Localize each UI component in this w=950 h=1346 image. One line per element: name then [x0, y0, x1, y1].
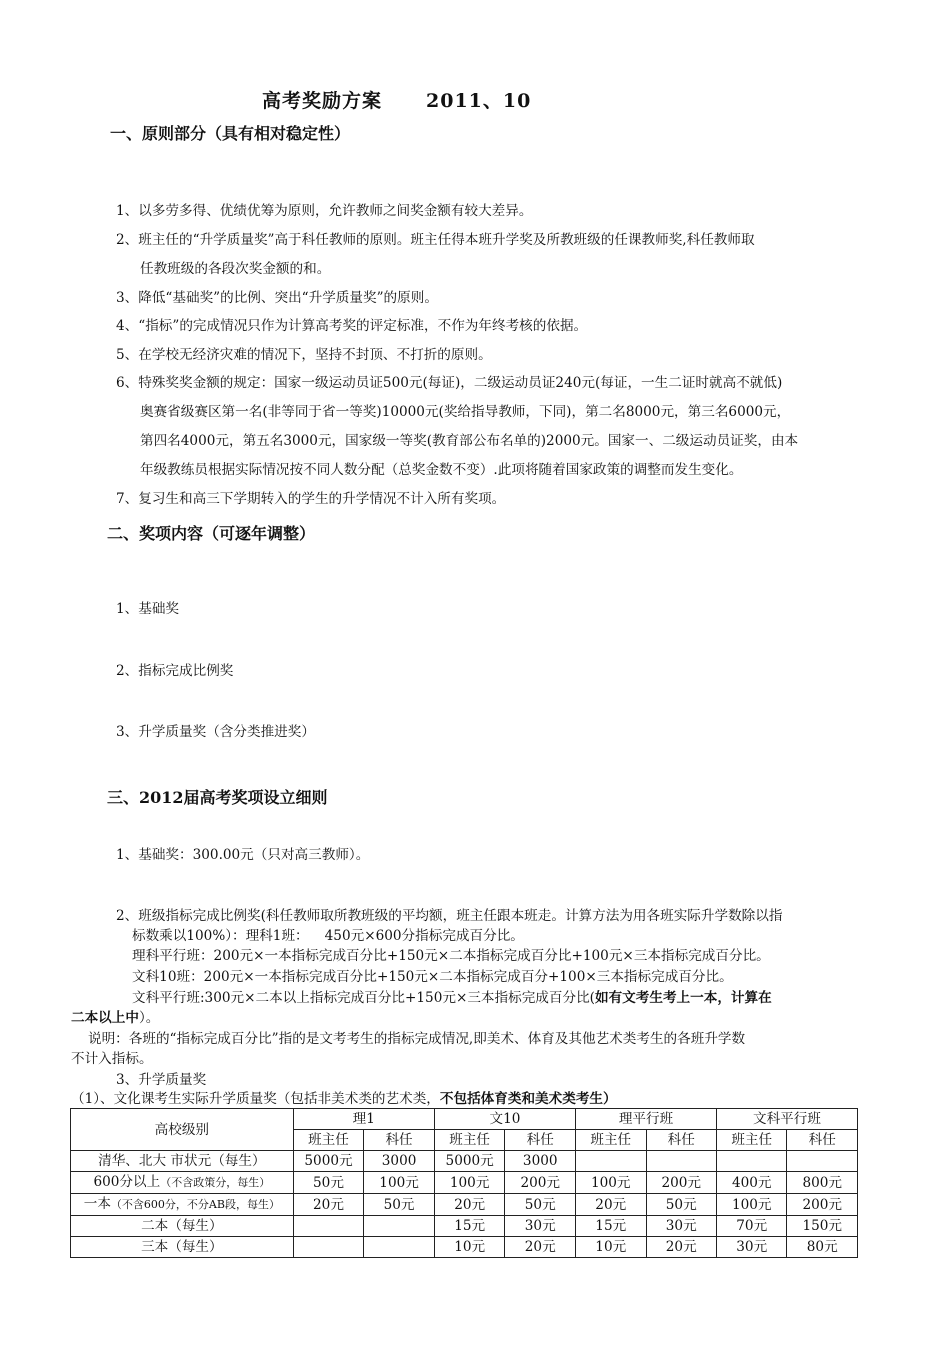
- table-cell: 100元: [434, 1172, 505, 1194]
- header-role: 科任: [505, 1130, 576, 1151]
- table-row: [71, 1151, 858, 1172]
- award-table: [70, 1108, 858, 1258]
- ratio-line-6-bold: 二本以上中: [71, 1010, 139, 1026]
- table-cell: 20元: [293, 1194, 364, 1216]
- quality-subheading: [71, 1089, 617, 1109]
- row-label: [71, 1151, 294, 1172]
- row-label-note: （不含600分，不分AB段，每生）: [110, 1198, 280, 1211]
- table-cell: 80元: [787, 1237, 858, 1258]
- principle-item-3: 3、降低“基础奖”的比例、突出“升学质量奖”的原则。: [116, 290, 438, 306]
- row-label: [71, 1237, 294, 1258]
- ratio-award-line-6: [71, 1008, 159, 1028]
- table-cell: 100元: [716, 1194, 786, 1216]
- ratio-line-2-amount: 450: [324, 928, 351, 944]
- table-cell: 70元: [716, 1216, 786, 1237]
- principle-item-7: 7、复习生和高三下学期转入的学生的升学情况不计入所有奖项。: [116, 491, 506, 507]
- row-label-note: （不含政策分，每生）: [160, 1176, 271, 1189]
- header-role: 科任: [787, 1130, 858, 1151]
- principle-item-6-cont-2: 第四名4000元，第五名3000元，国家级一等奖(教育部公布名单的)2000元。国家一、二级运动员证奖，由本: [140, 433, 799, 449]
- ratio-award-line-5: [132, 988, 772, 1008]
- principle-item-2-cont: 任教班级的各段次奖金额的和。: [140, 261, 331, 277]
- header-role: 班主任: [293, 1130, 364, 1151]
- header-level: 高校级别: [71, 1109, 294, 1151]
- principle-item-6: 6、特殊奖奖金额的规定：国家一级运动员证500元(每证)，二级运动员证240元(每证，一生二证时就高不就低): [116, 375, 783, 391]
- table-cell: 10元: [576, 1237, 646, 1258]
- header-role: 班主任: [716, 1130, 786, 1151]
- table-cell: 20元: [505, 1237, 576, 1258]
- ratio-award-line-1: 2、班级指标完成比例奖(科任教师取所教班级的平均额，班主任跟本班走。计算方法为用各班实际升学数除以指: [116, 908, 783, 924]
- table-row: [71, 1194, 858, 1216]
- table-cell: 5000元: [293, 1151, 364, 1172]
- table-row: [71, 1237, 858, 1258]
- table-cell: 3000: [505, 1151, 576, 1172]
- row-label: [71, 1172, 294, 1194]
- table-cell: [787, 1151, 858, 1172]
- header-role: 班主任: [434, 1130, 505, 1151]
- table-cell: 20元: [646, 1237, 716, 1258]
- table-cell: [293, 1216, 364, 1237]
- quality-award-heading: 3、升学质量奖: [116, 1072, 207, 1088]
- award-item-3: 3、升学质量奖（含分类推进奖）: [116, 724, 315, 740]
- table-cell: [364, 1216, 435, 1237]
- table-cell: 30元: [646, 1216, 716, 1237]
- table-row: [71, 1172, 858, 1194]
- table-row: [71, 1216, 858, 1237]
- table-cell: [364, 1237, 435, 1258]
- table-cell: 30元: [716, 1237, 786, 1258]
- table-cell: 50元: [505, 1194, 576, 1216]
- table-cell: 20元: [434, 1194, 505, 1216]
- table-cell: 200元: [505, 1172, 576, 1194]
- table-cell: 200元: [646, 1172, 716, 1194]
- table-cell: [716, 1151, 786, 1172]
- ratio-award-line-3: 理科平行班：200元×一本指标完成百分比+150元×二本指标完成百分比+100元×三本指标完成百分比。: [132, 948, 770, 964]
- table-cell: 50元: [364, 1194, 435, 1216]
- header-role: 班主任: [576, 1130, 646, 1151]
- header-group: 理1: [293, 1109, 434, 1130]
- header-role: 科任: [646, 1130, 716, 1151]
- title-text: 高考奖励方案: [262, 90, 383, 112]
- row-label-text: 清华、北大 市状元（每生）: [98, 1153, 266, 1169]
- table-cell: 15元: [576, 1216, 646, 1237]
- row-label: [71, 1194, 294, 1216]
- principle-item-6-cont-1: 奥赛省级赛区第一名(非等同于省一等奖)10000元(奖给指导教师，下同)，第二名8000元，第三名6000元，: [140, 404, 791, 420]
- table-cell: 100元: [364, 1172, 435, 1194]
- table-cell: 100元: [576, 1172, 646, 1194]
- award-item-2: 2、指标完成比例奖: [116, 663, 234, 679]
- table-cell: 20元: [576, 1194, 646, 1216]
- table-cell: [293, 1237, 364, 1258]
- table-header-groups: [71, 1109, 858, 1130]
- basic-award-text: 1、基础奖：300.00元（只对高三教师）。: [116, 847, 370, 863]
- table-cell: 200元: [787, 1194, 858, 1216]
- award-item-1: 1、基础奖: [116, 601, 180, 617]
- table-cell: 3000: [364, 1151, 435, 1172]
- table-cell: [576, 1151, 646, 1172]
- quality-subheading-text: （1）、文化课考生实际升学质量奖（包括非美术类的艺术类，: [71, 1091, 440, 1107]
- ratio-line-6-end: ）。: [138, 1010, 160, 1026]
- principle-item-1: 1、以多劳多得、优绩优筹为原则，允许教师之间奖金额有较大差异。: [116, 203, 533, 219]
- table-cell: [646, 1151, 716, 1172]
- row-label-text: 一本: [83, 1196, 111, 1212]
- section-3-heading: 三、2012届高考奖项设立细则: [107, 788, 328, 807]
- table-cell: 10元: [434, 1237, 505, 1258]
- table-cell: 150元: [787, 1216, 858, 1237]
- principle-item-2: 2、班主任的“升学质量奖”高于科任教师的原则。班主任得本班升学奖及所教班级的任课教师奖,科任教师取: [116, 232, 755, 248]
- header-group: 文10: [434, 1109, 575, 1130]
- principle-item-6-cont-3: 年级教练员根据实际情况按不同人数分配（总奖金数不变）.此项将随着国家政策的调整而发生变化。: [140, 462, 743, 478]
- section-2-heading: 二、奖项内容（可逐年调整）: [107, 524, 316, 543]
- quality-subheading-bold: 不包括体育类和美术类考生）: [439, 1091, 617, 1107]
- ratio-line-2-suffix: 元×600分指标完成百分比。: [350, 928, 524, 944]
- ratio-line-5-text: 文科平行班:300元×二本以上指标完成百分比+150元×三本指标完成百分比(: [132, 990, 595, 1006]
- row-label-text: 二本（每生）: [141, 1218, 223, 1234]
- header-role: 科任: [364, 1130, 435, 1151]
- note-line-1: 说明：各班的“指标完成百分比”指的是文考考生的指标完成情况,即美术、体育及其他艺术类考生的各班升学数: [88, 1031, 746, 1047]
- ratio-award-line-2: [132, 926, 524, 946]
- document-title: [262, 86, 531, 113]
- row-label-text: 600分以上: [93, 1174, 161, 1190]
- ratio-line-5-bold: 如有文考生考上一本，计算在: [594, 990, 772, 1006]
- row-label-text: 三本（每生）: [141, 1239, 223, 1255]
- ratio-line-2-prefix: 标数乘以100%）：理科1班：: [132, 928, 309, 944]
- table-cell: 400元: [716, 1172, 786, 1194]
- table-cell: 30元: [505, 1216, 576, 1237]
- section-1-heading: 一、原则部分（具有相对稳定性）: [110, 124, 351, 143]
- table-cell: 5000元: [434, 1151, 505, 1172]
- header-group: 理平行班: [576, 1109, 717, 1130]
- principle-item-4: 4、“指标”的完成情况只作为计算高考奖的评定标准，不作为年终考核的依据。: [116, 318, 588, 334]
- title-date: 2011、10: [426, 90, 532, 112]
- principle-item-5: 5、在学校无经济灾难的情况下，坚持不封顶、不打折的原则。: [116, 347, 492, 363]
- table-cell: 50元: [293, 1172, 364, 1194]
- table-cell: 50元: [646, 1194, 716, 1216]
- note-line-2: 不计入指标。: [71, 1051, 153, 1067]
- table-cell: 800元: [787, 1172, 858, 1194]
- row-label: [71, 1216, 294, 1237]
- ratio-award-line-4: 文科10班：200元×一本指标完成百分比+150元×二本指标完成百分+100×三本指标完成百分比。: [132, 969, 733, 985]
- table-cell: 15元: [434, 1216, 505, 1237]
- header-group: 文科平行班: [716, 1109, 857, 1130]
